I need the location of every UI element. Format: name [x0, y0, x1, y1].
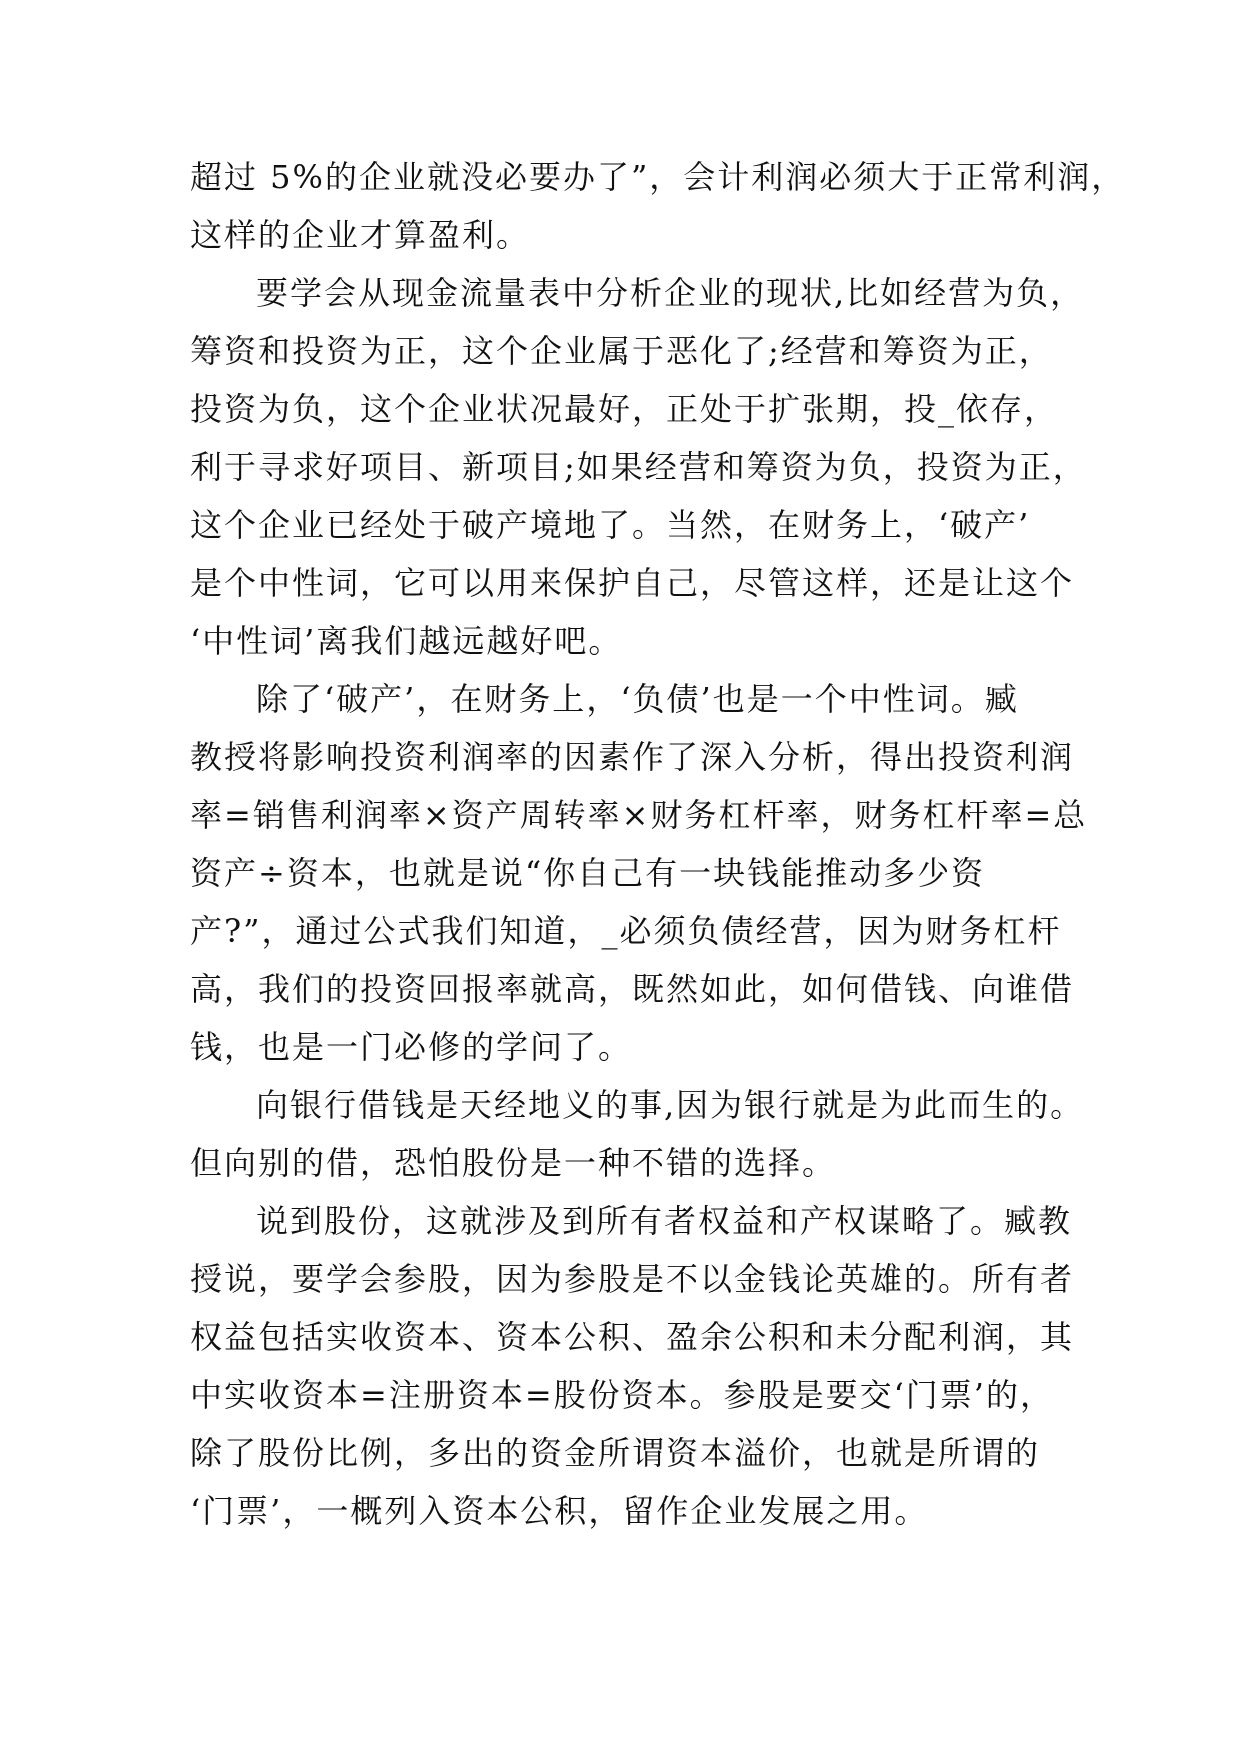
- document-page: [190, 148, 1126, 1540]
- text-line: ‘中性词’离我们越远越好吧。: [190, 622, 623, 660]
- text-line: 除了股份比例，多出的资金所谓资本溢价，也就是所谓的: [190, 1434, 1041, 1472]
- text-line: 超过 5%的企业就没必要办了”，会计利润必须大于正常利润，: [190, 158, 1126, 196]
- text-line: 产?”，通过公式我们知道，_必须负债经营，因为财务杠杆: [190, 912, 1062, 950]
- paragraph-start-line: 向银行借钱是天经地义的事,因为银行就是为此而生的。: [256, 1086, 1085, 1124]
- text-line: 教授将影响投资利润率的因素作了深入分析，得出投资利润: [190, 738, 1075, 776]
- text-line: 但向别的借，恐怕股份是一种不错的选择。: [190, 1144, 837, 1182]
- text-line: 这样的企业才算盈利。: [190, 216, 531, 254]
- text-line: 投资为负，这个企业状况最好，正处于扩张期，投_依存，: [190, 390, 1059, 428]
- text-line: ‘门票’，一概列入资本公积，留作企业发展之用。: [190, 1492, 929, 1530]
- paragraph-start-line: 要学会从现金流量表中分析企业的现状,比如经营为负，: [256, 274, 1085, 312]
- paragraph-start-line: 说到股份，这就涉及到所有者权益和产权谋略了。臧教: [256, 1202, 1073, 1240]
- text-line: 是个中性词，它可以用来保护自己，尽管这样，还是让这个: [190, 564, 1075, 602]
- paragraph-start-line: 除了‘破产’，在财务上，‘负债’也是一个中性词。臧: [256, 680, 1019, 718]
- text-line: 钱，也是一门必修的学问了。: [190, 1028, 633, 1066]
- text-line: 高，我们的投资回报率就高，既然如此，如何借钱、向谁借: [190, 970, 1075, 1008]
- text-line: 权益包括实收资本、资本公积、盈余公积和未分配利润，其: [190, 1318, 1075, 1356]
- text-line: 率=销售利润率×资产周转率×财务杠杆率，财务杠杆率=总: [190, 796, 1088, 834]
- text-line: 筹资和投资为正，这个企业属于恶化了;经营和筹资为正，: [190, 332, 1053, 370]
- text-line: 这个企业已经处于破产境地了。当然，在财务上，‘破产’: [190, 506, 1031, 544]
- text-line: 利于寻求好项目、新项目;如果经营和筹资为负，投资为正，: [190, 448, 1087, 486]
- text-line: 资产÷资本，也就是说“你自己有一块钱能推动多少资: [190, 854, 986, 892]
- text-line: 中实收资本=注册资本=股份资本。参股是要交‘门票’的，: [190, 1376, 1054, 1414]
- text-line: 授说，要学会参股，因为参股是不以金钱论英雄的。所有者: [190, 1260, 1075, 1298]
